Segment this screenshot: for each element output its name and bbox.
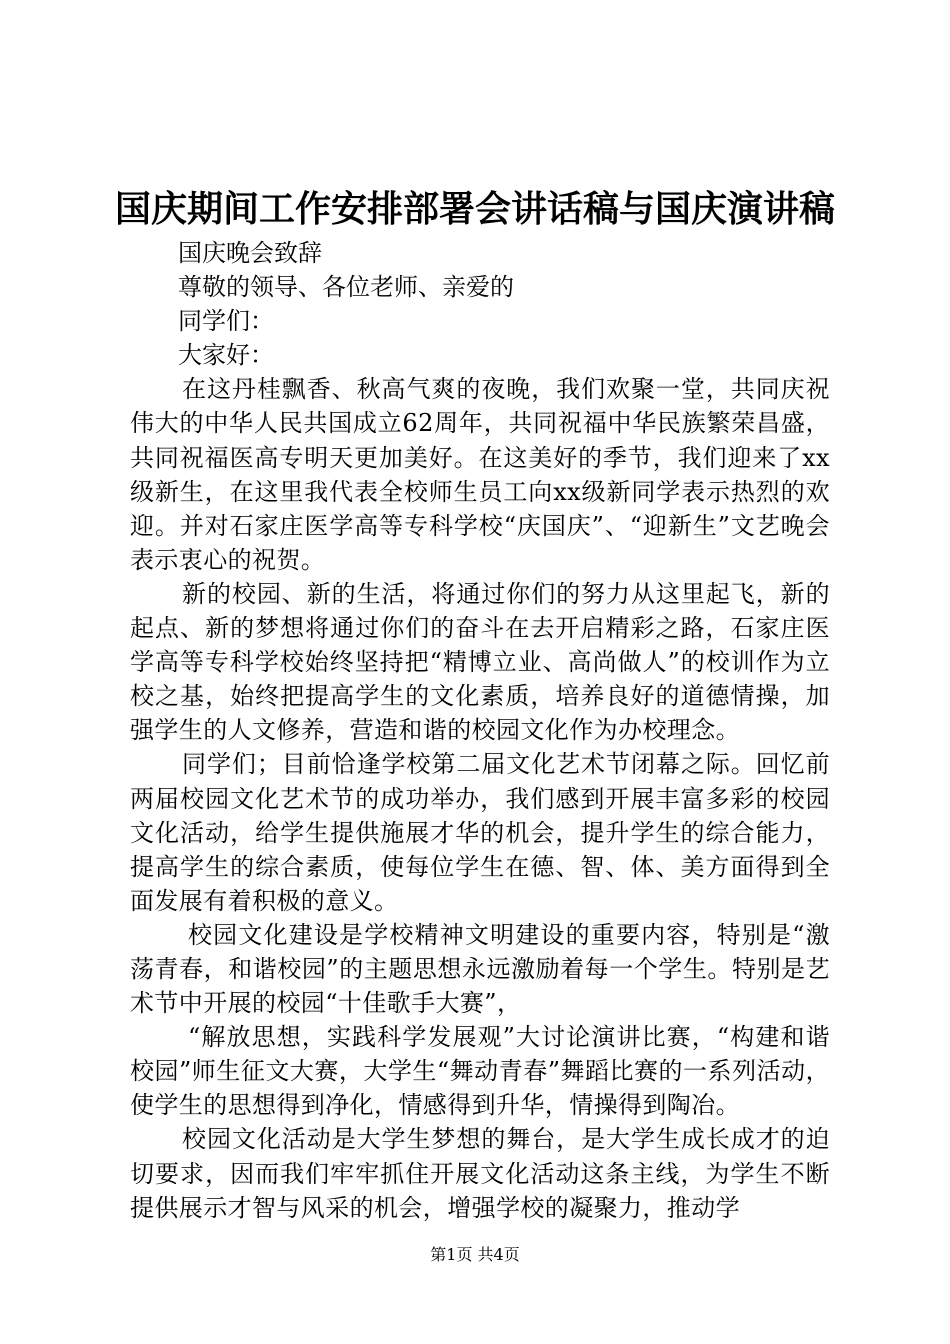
body-paragraph: 新的校园、新的生活，将通过你们的努力从这里起飞，新的起点、新的梦想将通过你们的奋斗在去开启精彩之路，石家庄医学高等专科学校始终坚持把“精博立业、高尚做人”的校训作为立校之基，始终把提高学生的文化素质，培养良好的道德情操，加强学生的人文修养，营造和谐的校园文化作为办校理念。 (130, 579, 830, 745)
document-body (130, 236, 830, 1225)
body-paragraph: 同学们；目前恰逢学校第二届文化艺术节闭幕之际。回忆前两届校园文化艺术节的成功举办，我们感到开展丰富多彩的校园文化活动，给学生提供施展才华的机会，提升学生的综合能力，提高学生的综合素质，使每位学生在德、智、体、美方面得到全面发展有着积极的意义。 (130, 750, 830, 915)
document-title: 国庆期间工作安排部署会讲话稿与国庆演讲稿 (114, 188, 835, 230)
body-paragraph: 校园文化活动是大学生梦想的舞台，是大学生成长成才的迫切要求，因而我们牢牢抓住开展文化活动这条主线，为学生不断提供展示才智与风采的机会，增强学校的凝聚力，推动学 (130, 1125, 830, 1222)
greeting-line: 大家好： (178, 341, 274, 370)
salutation-line: 尊敬的领导、各位老师、亲爱的 (178, 273, 514, 302)
body-paragraph: “解放思想，实践科学发展观”大讨论演讲比赛，“构建和谐校园”师生征文大赛，大学生“舞动青春”舞蹈比赛的一系列活动，使学生的思想得到净化，情感得到升华，情操得到陶冶。 (130, 1023, 830, 1120)
salutation-continuation: 同学们： (178, 307, 274, 336)
greeting-heading: 国庆晚会致辞 (178, 239, 322, 267)
body-paragraph: 在这丹桂飘香、秋高气爽的夜晚，我们欢聚一堂，共同庆祝伟大的中华人民共国成立62周年，共同祝福中华民族繁荣昌盛，共同祝福医高专明天更加美好。在这美好的季节，我们迎来了xx级新生，在这里我代表全校师生员工向xx级新同学表示热烈的欢迎。并对石家庄医学高等专科学校“庆国庆”、“迎新生”文艺晚会表示衷心的祝贺。 (130, 375, 830, 574)
body-paragraph: 校园文化建设是学校精神文明建设的重要内容，特别是“激荡青春，和谐校园”的主题思想永远激励着每一个学生。特别是艺术节中开展的校园“十佳歌手大赛”， (130, 920, 830, 1018)
page-number-footer: 第1页 共4页 (430, 1245, 520, 1264)
